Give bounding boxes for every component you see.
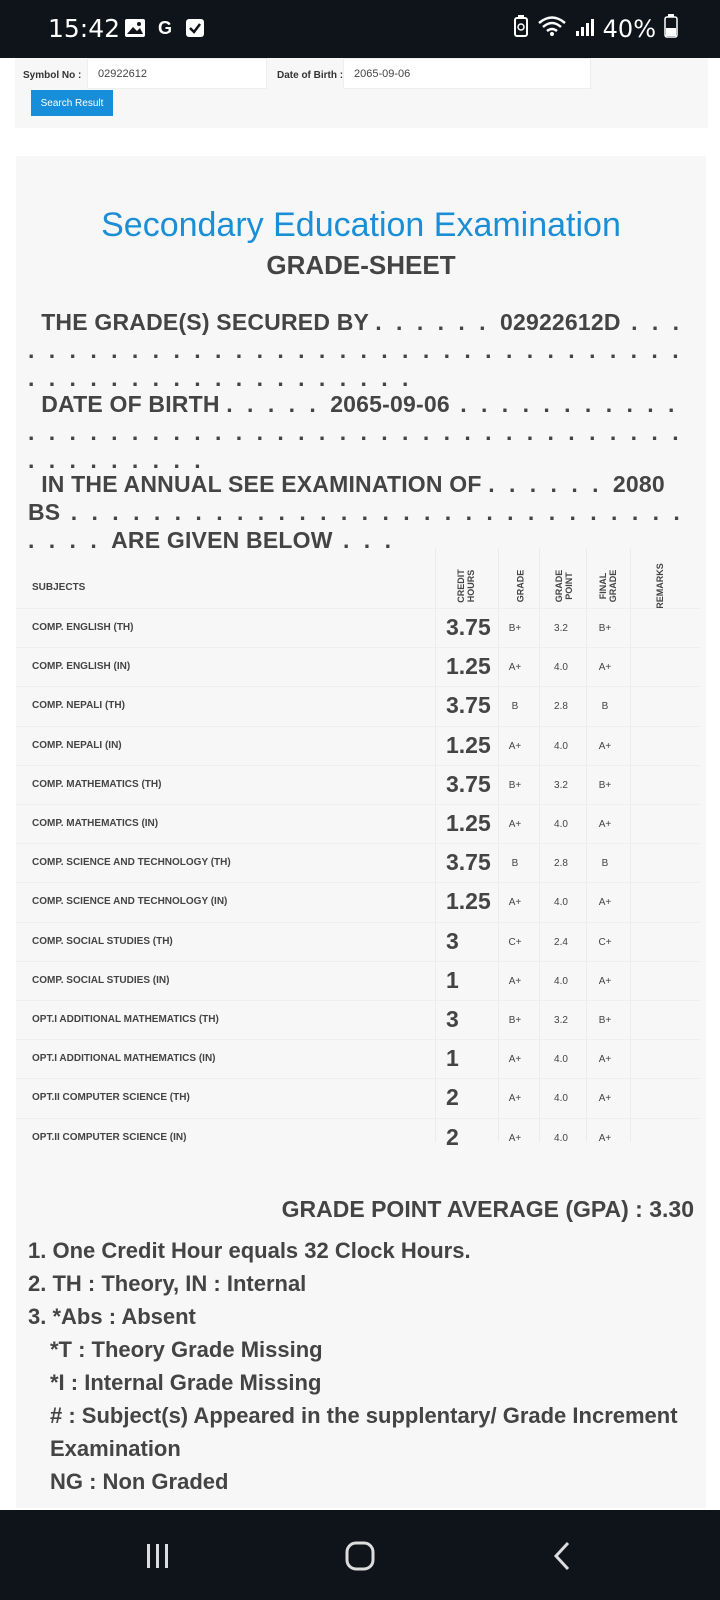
given-below-text: ARE GIVEN BELOW: [111, 527, 333, 553]
navigation-bar: [0, 1510, 720, 1600]
grade-cell: C+: [508, 936, 522, 948]
battery-level: 40%: [602, 15, 656, 43]
battery-saver-icon: [513, 15, 529, 43]
credit-hours-cell: 3: [446, 927, 459, 954]
check-icon: [184, 17, 206, 39]
grade-point-cell: 3.2: [554, 1015, 568, 1026]
table-row: [16, 1118, 700, 1158]
credit-hours-cell: 1: [446, 966, 459, 993]
home-icon: [344, 1540, 376, 1572]
grade-point-cell: 3.2: [554, 623, 568, 634]
symbol-no-input[interactable]: 02922612: [87, 58, 267, 89]
final-grade-cell: B: [601, 701, 609, 713]
header-final-grade: FINAL GRADE: [598, 569, 618, 603]
note-item: 2. TH : Theory, IN : Internal: [28, 1271, 307, 1296]
grade-cell: B+: [508, 779, 522, 791]
image-icon: [124, 17, 146, 39]
secured-by-line: THE GRADE(S) SECURED BY . . . . . . 02922612D . . . . . . . . . . . . . . . . . . . . . . . . . . . . . . . . . . . . . . . . . . . . . . . . . . . . . .: [28, 309, 684, 391]
grade-cell: A+: [508, 975, 522, 987]
credit-hours-cell: 3.75: [446, 692, 491, 719]
table-header: [16, 562, 700, 608]
dob-line: DATE OF BIRTH . . . . . 2065-09-06 . . . . . . . . . . . . . . . . . . . . . . . . . . . . . . . . . . . . . . . . . . . . . . . . . . . .: [28, 391, 683, 473]
grade-point-cell: 4.0: [554, 740, 568, 752]
table-row: [16, 1078, 700, 1118]
final-grade-cell: A+: [598, 897, 612, 909]
final-grade-cell: C+: [598, 936, 612, 948]
table-row: [16, 922, 700, 962]
subject-cell: COMP. SOCIAL STUDIES (TH): [32, 935, 173, 947]
google-icon: G: [157, 17, 172, 38]
gpa-value: GRADE POINT AVERAGE (GPA) : 3.30: [281, 1196, 694, 1222]
final-grade-cell: A+: [598, 819, 612, 830]
grade-point-cell: 4.0: [554, 1093, 568, 1105]
grade-point-cell: 2.4: [554, 936, 568, 948]
final-grade-cell: A+: [598, 662, 612, 674]
credit-hours-cell: 2: [446, 1084, 459, 1111]
table-row: [16, 804, 700, 844]
dob-line-label: DATE OF BIRTH: [41, 391, 220, 417]
subject-cell: COMP. ENGLISH (IN): [32, 661, 131, 673]
header-remarks: REMARKS: [655, 563, 666, 609]
wifi-icon: [537, 15, 567, 43]
grade-cell: A+: [508, 1054, 522, 1066]
grade-point-cell: 4.0: [554, 662, 568, 674]
credit-hours-cell: 1.25: [446, 653, 491, 680]
note-item: NG : Non Graded: [50, 1469, 229, 1494]
table-row: [16, 726, 700, 766]
table-row: [16, 882, 700, 922]
final-grade-cell: B+: [598, 1015, 612, 1026]
note-item: 1. One Credit Hour equals 32 Clock Hours.: [28, 1238, 471, 1263]
grade-cell: B: [511, 701, 519, 713]
credit-hours-cell: 3: [446, 1006, 459, 1032]
subject-cell: COMP. SCIENCE AND TECHNOLOGY (IN): [32, 896, 228, 908]
table-row: [16, 686, 700, 726]
recent-apps-button[interactable]: [138, 1538, 178, 1574]
table-row: [16, 765, 700, 805]
subject-cell: OPT.II COMPUTER SCIENCE (TH): [32, 1092, 190, 1104]
status-time: 15:42: [48, 14, 121, 43]
subject-cell: OPT.I ADDITIONAL MATHEMATICS (TH): [32, 1014, 219, 1025]
home-button[interactable]: [340, 1538, 380, 1574]
final-grade-cell: A+: [598, 975, 612, 987]
header-grade: GRADE: [514, 569, 525, 603]
grade-point-cell: 4.0: [554, 1132, 568, 1144]
grade-point-cell: 4.0: [554, 975, 568, 987]
search-form: [15, 58, 708, 128]
note-item: *I : Internal Grade Missing: [50, 1370, 322, 1395]
grade-cell: A+: [508, 662, 522, 674]
grade-point-cell: 2.8: [554, 858, 568, 870]
exam-line-value: 2080 BS: [28, 471, 665, 525]
note-item: # : Subject(s) Appeared in the supplentary/ Grade Increment Examination: [50, 1403, 678, 1461]
table-row: [16, 647, 700, 687]
table-row: [16, 608, 700, 648]
credit-hours-cell: 1.25: [446, 888, 491, 915]
dob-input[interactable]: 2065-09-06: [343, 58, 591, 89]
credit-hours-cell: 3.75: [446, 770, 491, 797]
subject-cell: COMP. SCIENCE AND TECHNOLOGY (TH): [32, 857, 231, 869]
final-grade-cell: B: [601, 858, 609, 870]
header-subjects: SUBJECTS: [32, 582, 86, 593]
grade-sheet-heading: GRADE-SHEET: [266, 250, 456, 280]
credit-hours-cell: 3.75: [446, 614, 491, 640]
credit-hours-cell: 1: [446, 1045, 459, 1072]
grade-point-cell: 4.0: [554, 1054, 568, 1066]
grade-point-cell: 2.8: [554, 701, 568, 713]
back-button[interactable]: [542, 1538, 582, 1574]
status-bar: [0, 0, 720, 58]
subject-cell: COMP. SOCIAL STUDIES (IN): [32, 974, 170, 986]
final-grade-cell: A+: [598, 1132, 612, 1144]
subject-cell: COMP. NEPALI (IN): [32, 739, 122, 751]
table-row: [16, 1039, 700, 1079]
final-grade-cell: A+: [598, 740, 612, 752]
final-grade-cell: B+: [598, 623, 612, 634]
credit-hours-cell: 1.25: [446, 731, 491, 758]
grade-point-cell: 3.2: [554, 779, 568, 791]
subject-cell: COMP. MATHEMATICS (IN): [32, 818, 159, 829]
grade-cell: A+: [508, 1132, 522, 1144]
table-row: [16, 843, 700, 883]
subject-cell: OPT.II COMPUTER SCIENCE (IN): [32, 1131, 187, 1143]
secured-by-label: THE GRADE(S) SECURED BY: [41, 309, 369, 335]
credit-hours-cell: 1.25: [446, 810, 491, 836]
grade-cell: A+: [508, 740, 522, 752]
dob-label: Date of Birth :: [277, 70, 344, 81]
subject-cell: COMP. MATHEMATICS (TH): [32, 778, 162, 790]
final-grade-cell: B+: [598, 779, 612, 791]
header-grade-point: GRADE POINT: [554, 569, 574, 603]
battery-icon: [664, 14, 678, 44]
dob-line-value: 2065-09-06: [330, 391, 450, 417]
grade-cell: A+: [508, 819, 522, 830]
grade-point-cell: 4.0: [554, 897, 568, 909]
recent-apps-icon: [143, 1541, 173, 1571]
grade-cell: B+: [508, 1015, 522, 1026]
exam-line: IN THE ANNUAL SEE EXAMINATION OF . . . . . . 2080 BS . . . . . . . . . . . . . . . . . . . . . . . . . . . . . . . . . . ARE GIVEN BELOW . . .: [28, 471, 684, 553]
note-item: 3. *Abs : Absent: [28, 1304, 196, 1329]
subject-cell: COMP. NEPALI (TH): [32, 700, 125, 712]
symbol-no-label: Symbol No :: [23, 70, 82, 81]
grade-point-cell: 4.0: [554, 819, 568, 830]
grade-cell: B+: [508, 623, 522, 634]
header-credit-hours: CREDIT HOURS: [456, 569, 476, 603]
grade-cell: B: [511, 858, 519, 870]
final-grade-cell: A+: [598, 1054, 612, 1066]
subject-cell: OPT.I ADDITIONAL MATHEMATICS (IN): [32, 1053, 216, 1065]
credit-hours-cell: 2: [446, 1123, 459, 1150]
grade-cell: A+: [508, 897, 522, 909]
credit-hours-cell: 3.75: [446, 849, 491, 876]
table-row: [16, 1000, 700, 1040]
table-row: [16, 961, 700, 1001]
subject-cell: COMP. ENGLISH (TH): [32, 622, 134, 633]
exam-title: Secondary Education Examination: [101, 206, 621, 244]
signal-icon: [575, 15, 595, 43]
exam-line-label: IN THE ANNUAL SEE EXAMINATION OF: [41, 471, 482, 497]
grade-cell: A+: [508, 1093, 522, 1105]
note-item: *T : Theory Grade Missing: [50, 1337, 323, 1362]
notes-list: [28, 1234, 698, 1508]
back-icon: [550, 1540, 574, 1572]
final-grade-cell: A+: [598, 1093, 612, 1105]
secured-by-value: 02922612D: [499, 309, 621, 335]
search-result-button[interactable]: Search Result: [31, 90, 113, 116]
